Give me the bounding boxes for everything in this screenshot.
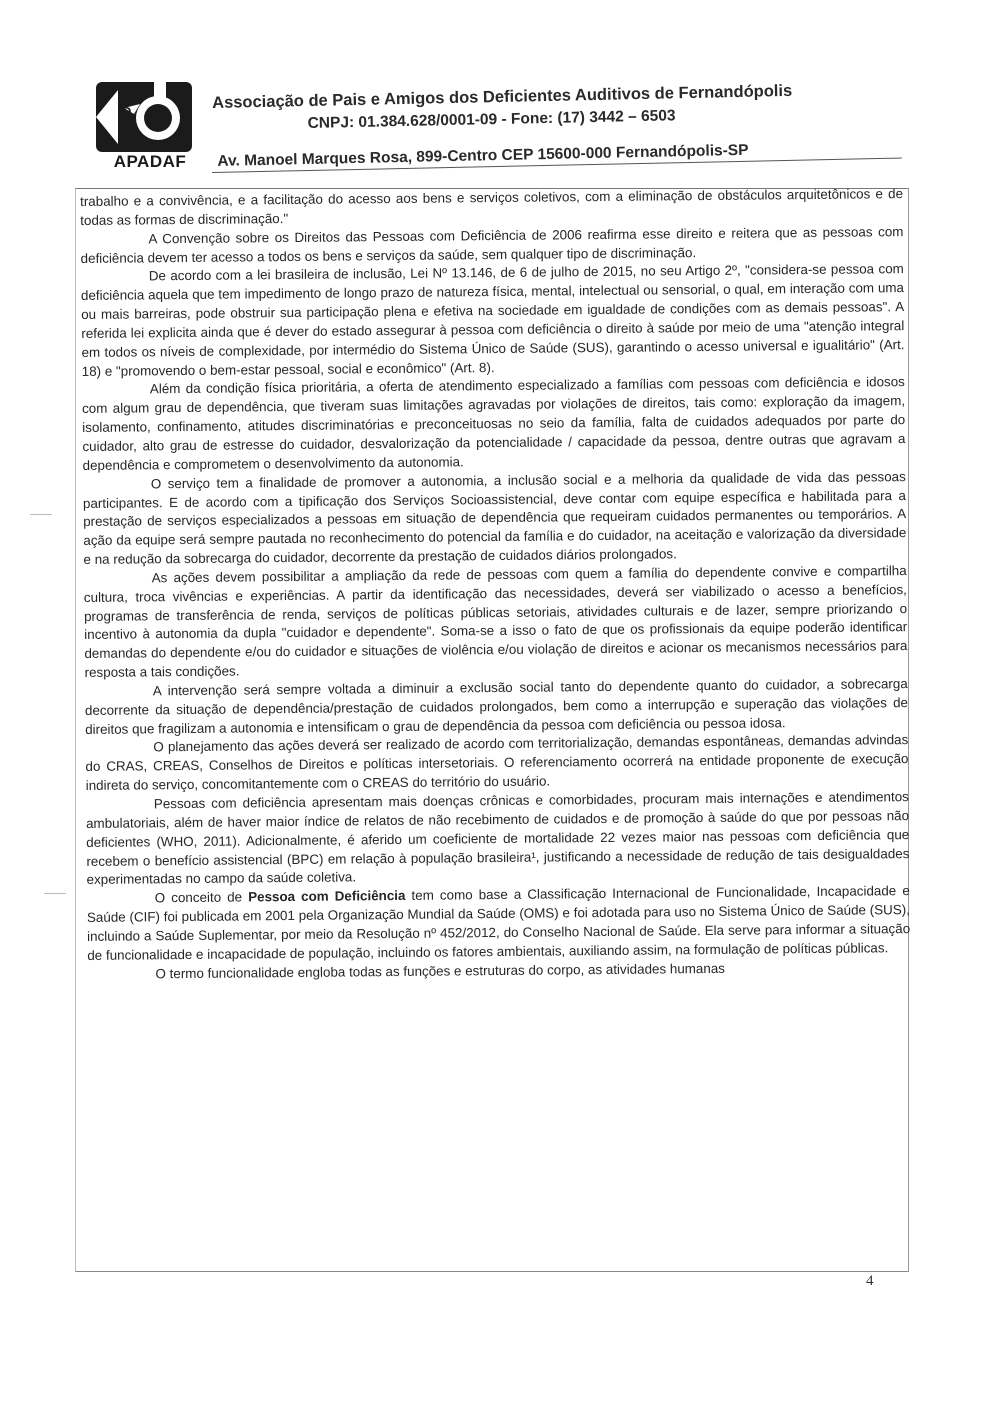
organization-cnpj-phone: CNPJ: 01.384.628/0001-09 - Fone: (17) 3442 – 6503: [307, 107, 676, 133]
svg-text:D: D: [122, 104, 132, 119]
text-run: tem como base a Classificação Internacional de Funcionalidade, Incapacidade e Saúde (CIF) foi publicada em 2001 pela Organização Mundial da Saúde (OMS) e foi adotada para uso no Sistema Único de Saúde (SUS), incluindo a Saúde Suplementar, por meio da Resolução nº 452/2012, do Conselho Nacional de Saúde. Ela serve para informar a situação de funcionalidade e incapacidade de população, incluindo os fatores ambientais, auxiliando assim, na formulação de políticas públicas.: [86, 883, 911, 963]
apadaf-logo: [88, 80, 208, 175]
paragraph: Pessoas com deficiência apresentam mais doenças crônicas e comorbidades, procuram mais internações e atendimentos ambulatoriais, além de haver maior índice de relatos de não recebimento de cuidados e de promoção à saúde do que por pessoas não deficientes (WHO, 2011). Adicionalmente, é aferido um coeficiente de mortalidade 22 vezes maior nas pessoas com deficiência que recebem o benefício assistencial (BPC) em relação à população brasileira¹, justificando a necessidade de redução de tais desigualdades experimentadas no campo da saúde coletiva.: [85, 789, 910, 888]
paragraph: trabalho e a convivência, e a facilitação do acesso aos bens e serviços coletivos, com a eliminação de obstáculos arquitetônicos e de todas as formas de discriminação.": [80, 186, 904, 228]
organization-name: Associação de Pais e Amigos dos Deficientes Auditivos de Fernandópolis: [212, 81, 793, 112]
paragraph: A Convenção sobre os Direitos das Pessoas com Deficiência de 2006 reafirma esse direito e reitera que as pessoas com deficiência devem ter acesso a todos os bens e serviços da saúde, sem qualquer tipo de discriminação.: [80, 223, 904, 266]
paragraph: A intervenção será sempre voltada a diminuir a exclusão social tanto do dependente quanto do cuidador, a sobrecarga decorrente da situação de dependência/prestação de cuidados prolongados, bem como a interrupção e superação das violações de direitos que fragilizam a autonomia e intensificam o grau de dependência da pessoa com deficiência ou pessoa idosa.: [84, 676, 908, 737]
page-number: 4: [866, 1273, 874, 1289]
scan-artifact: [44, 893, 66, 894]
scan-artifact: [30, 514, 52, 515]
document-body: [80, 185, 911, 984]
paragraph: [87, 882, 911, 965]
paragraph: Além da condição física prioritária, a oferta de atendimento especializado a famílias com pessoas com deficiência e idosos com algum grau de dependência, que tiveram suas limitações agravadas por violações de direitos, tais como: exploração da imagem, isolamento, confinamento, atitudes discriminatórias e preconceituosas no seio da família, falta de cuidados adequados por parte do cuidador, alto grau de estresse do cuidador, desvalorização da potencialidade / capacidade da pessoa, dentre outras que agravam a dependência e comprometem o desenvolvimento da autonomia.: [81, 374, 906, 473]
paragraph: O planejamento das ações deverá ser realizado de acordo com territorialização, demandas espontâneas, demandas advindas do CRAS, CREAS, Conselhos de Direitos e políticas intersetoriais. O referenciamento ocorrerá na entidade proponente de execução indireta do serviço, concomitantemente com o CREAS do território do usuário.: [85, 732, 909, 794]
text-run: O conceito de: [154, 889, 249, 906]
bold-term: Pessoa com Deficiência: [248, 888, 406, 905]
letterhead: [88, 80, 918, 180]
paragraph: O termo funcionalidade engloba todas as funções e estruturas do corpo, as atividades humanas: [155, 960, 726, 981]
organization-info: [212, 79, 913, 171]
paragraph: O serviço tem a finalidade de promover a autonomia, a inclusão social e a melhoria da qualidade de vida das pessoas participantes. E de acordo com a tipificação dos Serviços Socioassistencial, deve contar com equipe específica e habilitada para a prestação de serviços especializados a pessoas em situação de dependência que requeiram cuidados permanentes ou temporários. A ação da equipe será sempre pautada no reconhecimento do potencial da família e do cuidador, na aceitação e valorização da diversidade e na redução da sobrecarga do cuidador, decorrente da prestação de cuidados diários prolongados.: [82, 468, 907, 568]
logo-wordmark: APADAF: [113, 152, 187, 171]
paragraph: As ações devem possibilitar a ampliação da rede de pessoas com quem a família do dependente convive e compartilha cultura, troca vivências e experiências. A partir da identificação das necessidades, deverá ser viabilizado o acesso a benefícios, programas de transferência de renda, serviços de políticas públicas setoriais, atividades culturais e de lazer, sempre priorizando o incentivo à autonomia da dupla "cuidador e dependente". Soma-se a isso o fato de que os profissionais da equipe poderão identificar demandas do dependente e/ou do cuidador e situações de violência e/ou violação de direitos e acionar os mecanismos necessários para resposta a tais condições.: [83, 562, 908, 681]
organization-address: Av. Manoel Marques Rosa, 899-Centro CEP 15600-000 Fernandópolis-SP: [217, 141, 749, 170]
paragraph: De acordo com a lei brasileira de inclusão, Lei Nº 13.146, de 6 de julho de 2015, no seu Artigo 2º, "considera-se pessoa com deficiência aquela que tem impedimento de longo prazo de natureza física, mental, intelectual ou sensorial, o qual, em interação com uma ou mais barreiras, pode obstruir sua participação plena e efetiva na sociedade em igualdade de condições com as demais pessoas". A referida lei explicita ainda que é dever do estado assegurar à pessoa com deficiência o direito à saúde por meio de uma "atenção integral em todos os níveis de complexidade, por intermédio do Sistema Único de Saúde (SUS), garantindo o acesso universal e igualitário" (Art. 18) e "promovendo o bem-estar pessoal, social e econômico" (Art. 8).: [80, 261, 905, 379]
apadaf-emblem-icon: [88, 80, 200, 156]
